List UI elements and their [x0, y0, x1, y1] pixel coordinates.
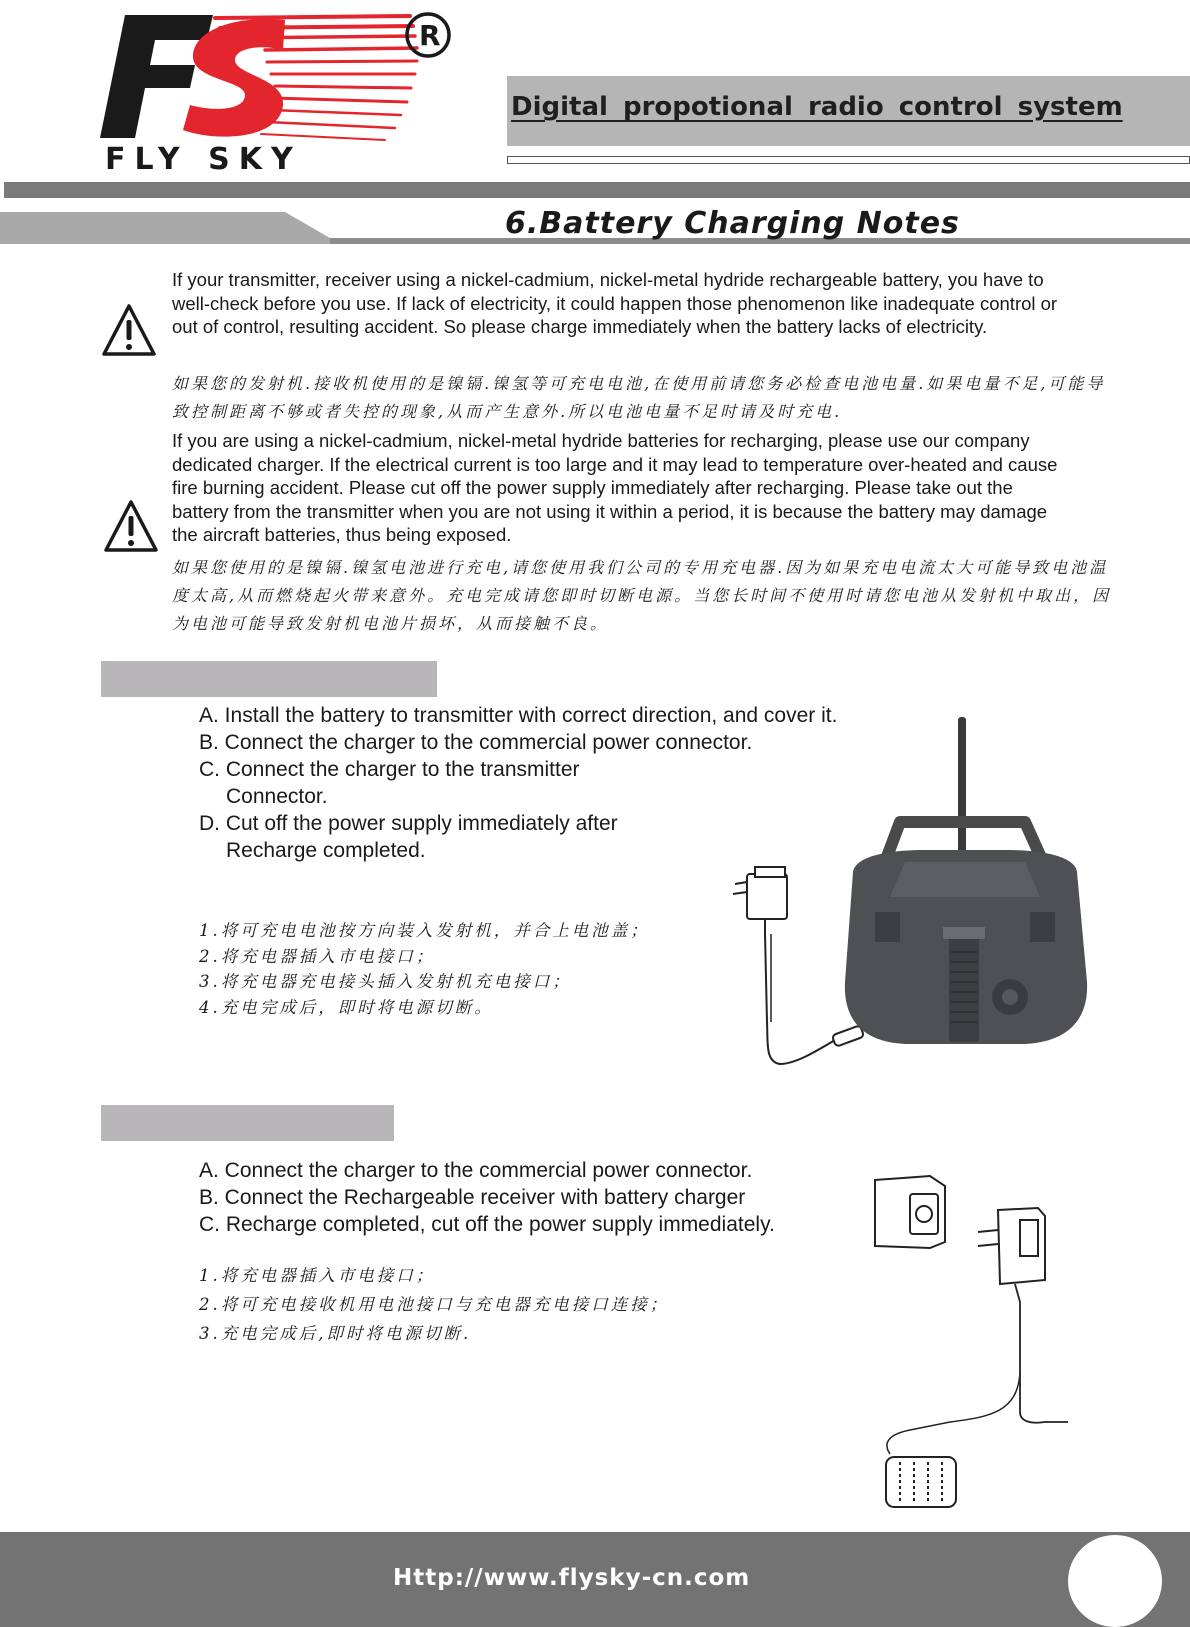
step-d: D. Cut off the power supply immediately after — [199, 812, 618, 835]
note-2-zh: 如果您使用的是镍镉.镍氢电池进行充电,请您使用我们公司的专用充电器.因为如果充电电流太大可能导致电池温度太高,从而燃烧起火带来意外。充电完成请您即时切断电源。当您长时间不使用时请您电池从发射机中取出，因为电池可能导致发射机电池片损坏，从而接触不良。 — [172, 558, 1112, 633]
step-2: 2.将充电器插入市电接口； — [199, 946, 436, 966]
note-1-zh: 如果您的发射机.接收机使用的是镍镉.镍氢等可充电电池,在使用前请您务必检查电池电量.如果电量不足,可能导致控制距离不够或者失控的现象,从而产生意外.所以电池电量不足时请及时充电. — [172, 374, 1106, 421]
step-1: 1.将充电器插入市电接口； — [199, 1266, 436, 1285]
step-c: C. Recharge completed, cut off the power supply immediately. — [199, 1213, 775, 1236]
step-c-cont: Connector. — [226, 785, 328, 808]
footer-url-link[interactable]: Http://www.flysky-cn.com — [393, 1565, 751, 1591]
step-d-cont: Recharge completed. — [226, 839, 426, 862]
logo-wordmark: FLY SKY — [105, 142, 302, 177]
step-b: B. Connect the Rechargeable receiver with battery charger — [199, 1186, 746, 1209]
step-3: 3.充电完成后,即时将电源切断. — [199, 1324, 472, 1343]
receiver-charger-icon — [978, 1208, 1045, 1284]
transmitter-charging-illustration — [725, 712, 1125, 1082]
wall-outlet-icon — [875, 1176, 945, 1248]
receiver-steps-en — [199, 1157, 775, 1238]
step-b: B. Connect the charger to the commercial power connector. — [199, 731, 753, 754]
registered-r: R — [419, 19, 441, 52]
step-c: C. Connect the charger to the transmitter — [199, 758, 580, 781]
page-number-circle — [1068, 1535, 1162, 1627]
header-stripe — [4, 182, 1190, 198]
transmitter-step-band — [101, 661, 437, 697]
transmitter-icon — [845, 717, 1087, 1044]
note-1-en: If your transmitter, receiver using a nickel-cadmium, nickel-metal hydride rechargeable battery, you have to well-check before you use. If lack of electricity, it could happen those phenomenon like inadequate control or out of control, resulting accident. So please charge immediately when the battery lacks of electricity. — [172, 269, 1058, 337]
step-4: 4.充电完成后，即时将电源切断。 — [199, 997, 494, 1017]
step-1: 1.将可充电电池按方向装入发射机，并合上电池盖； — [199, 921, 650, 940]
battery-pack-icon — [886, 1457, 956, 1507]
receiver-step-band — [101, 1105, 394, 1141]
document-subtitle: Digital propotional radio control system — [511, 92, 1123, 122]
receiver-steps-zh — [199, 1261, 669, 1348]
step-3: 3.将充电器充电接头插入发射机充电接口； — [199, 972, 572, 991]
receiver-charging-illustration — [870, 1172, 1090, 1522]
note-2-en: If you are using a nickel-cadmium, nickel-metal hydride batteries for recharging, please use our company dedicated charger. If the electrical current is too large and it may lead to temperature over-heated and cause fire burning accident. Please cut off the power supply immediately after recharging. Please take out the battery from the transmitter when you are not using it within a period, it is because the battery may damage the aircraft batteries, thus being exposed. — [172, 430, 1058, 545]
section-title: 6.Battery Charging Notes — [505, 206, 960, 241]
warning-icon — [103, 498, 159, 554]
step-2: 2.将可充电接收机用电池接口与充电器充电接口连接； — [199, 1295, 670, 1314]
step-a: A. Connect the charger to the commercial power connector. — [199, 1159, 753, 1182]
warning-icon — [101, 302, 157, 358]
step-a: A. Install the battery to transmitter with correct direction, and cover it. — [199, 704, 838, 727]
wall-charger-icon — [733, 867, 787, 934]
header-outline-bar — [507, 156, 1190, 164]
transmitter-steps-zh — [199, 918, 650, 1020]
